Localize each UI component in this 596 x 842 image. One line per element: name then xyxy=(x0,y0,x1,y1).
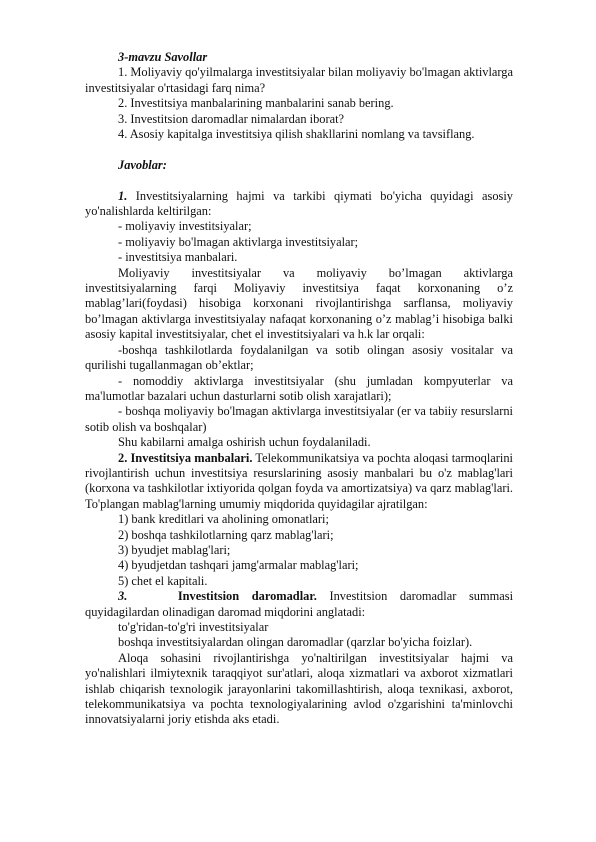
answer-1-paragraph: Moliyaviy investitsiyalar va moliyaviy bo’lmagan aktivlarga investitsiyalarning farqi Moliyaviy investitsiya faqat korxonaning o’z mablag’lari(foydasi) hisobiga korxonani rivojlantirishga sarflansa, moliyaviy bo’lmagan aktivlarga investitsiyalay nafaqat korxonaning o’z mablag’i hisobiga balki asosiy kapital investitsiyalar, chet el investitsiyalari va h.k lar orqali: xyxy=(85,265,513,342)
answer-1-sub-item: -boshqa tashkilotlarda foydalanilgan va sotib olingan asosiy vositalar va qurilishi tugallanmagan ob’ektlar; xyxy=(85,342,513,373)
question-1: 1. Moliyaviy qo'yilmalarga investitsiyalar bilan moliyaviy bo'lmagan aktivlarga investitsiyalar o'rtasidagi farq nima? xyxy=(85,65,513,95)
answer-2-list-item: 5) chet el kapitali. xyxy=(118,573,208,588)
question-2: 2. Investitsiya manbalarining manbalarini sanab bering. xyxy=(118,96,394,111)
answer-1-list-item: - investitsiya manbalari. xyxy=(118,250,238,265)
answer-3-list-item: boshqa investitsiyalardan olingan daromadlar (qarzlar bo'yicha foizlar). xyxy=(118,635,473,650)
answers-heading: Javoblar: xyxy=(118,157,167,172)
answer-3-text: Investitsion daromadlar summasi quyidagilardan olinadigan daromad miqdorini anglatadi: xyxy=(85,589,514,619)
question-4: 4. Asosiy kapitalga investitsiya qilish shakllarini nomlang va tavsiflang. xyxy=(118,127,475,142)
answer-2-list-item: 1) bank kreditlari va aholining omonatlari; xyxy=(118,512,329,527)
answer-1-intro-text: Investitsiyalarning hajmi va tarkibi qiymati bo'yicha quyidagi asosiy yo'nalishlarda keltirilgan: xyxy=(85,188,513,219)
answer-3-title: Investitsion daromadlar. xyxy=(177,589,317,604)
answer-2-list-item: 2) boshqa tashkilotlarning qarz mablag'lari; xyxy=(118,527,334,542)
answer-1-intro xyxy=(85,189,513,220)
answer-2-paragraph xyxy=(85,451,513,513)
answer-1-number: 1. xyxy=(118,188,128,203)
answer-1-list-item: - moliyaviy investitsiyalar; xyxy=(118,219,252,234)
answer-2-title: 2. Investitsiya manbalari. xyxy=(118,450,253,465)
answer-2-text: Telekommunikatsiya va pochta aloqasi tarmoqlarini rivojlantirish uchun investitsiya resurslarining asosiy manbalari bu o'z mablag'lari (korxona va tashkilotlar ixtiyorida qolgan foyda va amortizatsiya) va qarz mablag'lari. To'plangan mablag'larning umumiy miqdorida quyidagilar ajratilgan: xyxy=(85,450,513,511)
questions-heading: 3-mavzu Savollar xyxy=(118,50,208,64)
answer-3-paragraph xyxy=(85,589,513,620)
answer-1-sub-item: - nomoddiy aktivlarga investitsiyalar (shu jumladan kompyuterlar va ma'lumotlar bazalari uchun dasturlarni sotib olish xarajatlari); xyxy=(85,373,513,403)
answer-2-list-item: 4) byudjetdan tashqari jamg'armalar mablag'lari; xyxy=(118,558,359,573)
question-3: 3. Investitsion daromadlar nimalardan iborat? xyxy=(118,111,345,126)
document-page xyxy=(85,50,513,728)
answer-3-number: 3. xyxy=(118,589,128,604)
answer-3-list-item: to'g'ridan-to'g'ri investitsiyalar xyxy=(118,620,269,634)
answer-1-sub-item: - boshqa moliyaviy bo'lmagan aktivlarga investitsiyalar (er va tabiiy resurslarni sotib olish va boshqalar) xyxy=(85,404,513,434)
spacer xyxy=(85,173,513,188)
answer-3-final-paragraph: Aloqa sohasini rivojlantirishga yo'naltirilgan investitsiyalar hajmi va yo'nalishlari ilmiytexnik taraqqiyot sur'atlari, aloqa xizmatlari va axborot xizmatlari ishlab chiqarish texnologik jarayonlarini takomillashtirish, aloqa texnikasi, axborot, telekommunikatsiya va pochta texnologiyalarining avlod o'zgarishini ta'minlovchi innovatsiyalarni joriy etishda aks etadi. xyxy=(85,650,513,727)
answer-2-list-item: 3) byudjet mablag'lari; xyxy=(118,542,231,557)
spacer xyxy=(85,142,513,157)
answer-1-list-item: - moliyaviy bo'lmagan aktivlarga investitsiyalar; xyxy=(118,234,359,249)
answer-1-closing: Shu kabilarni amalga oshirish uchun foydalaniladi. xyxy=(118,435,371,450)
